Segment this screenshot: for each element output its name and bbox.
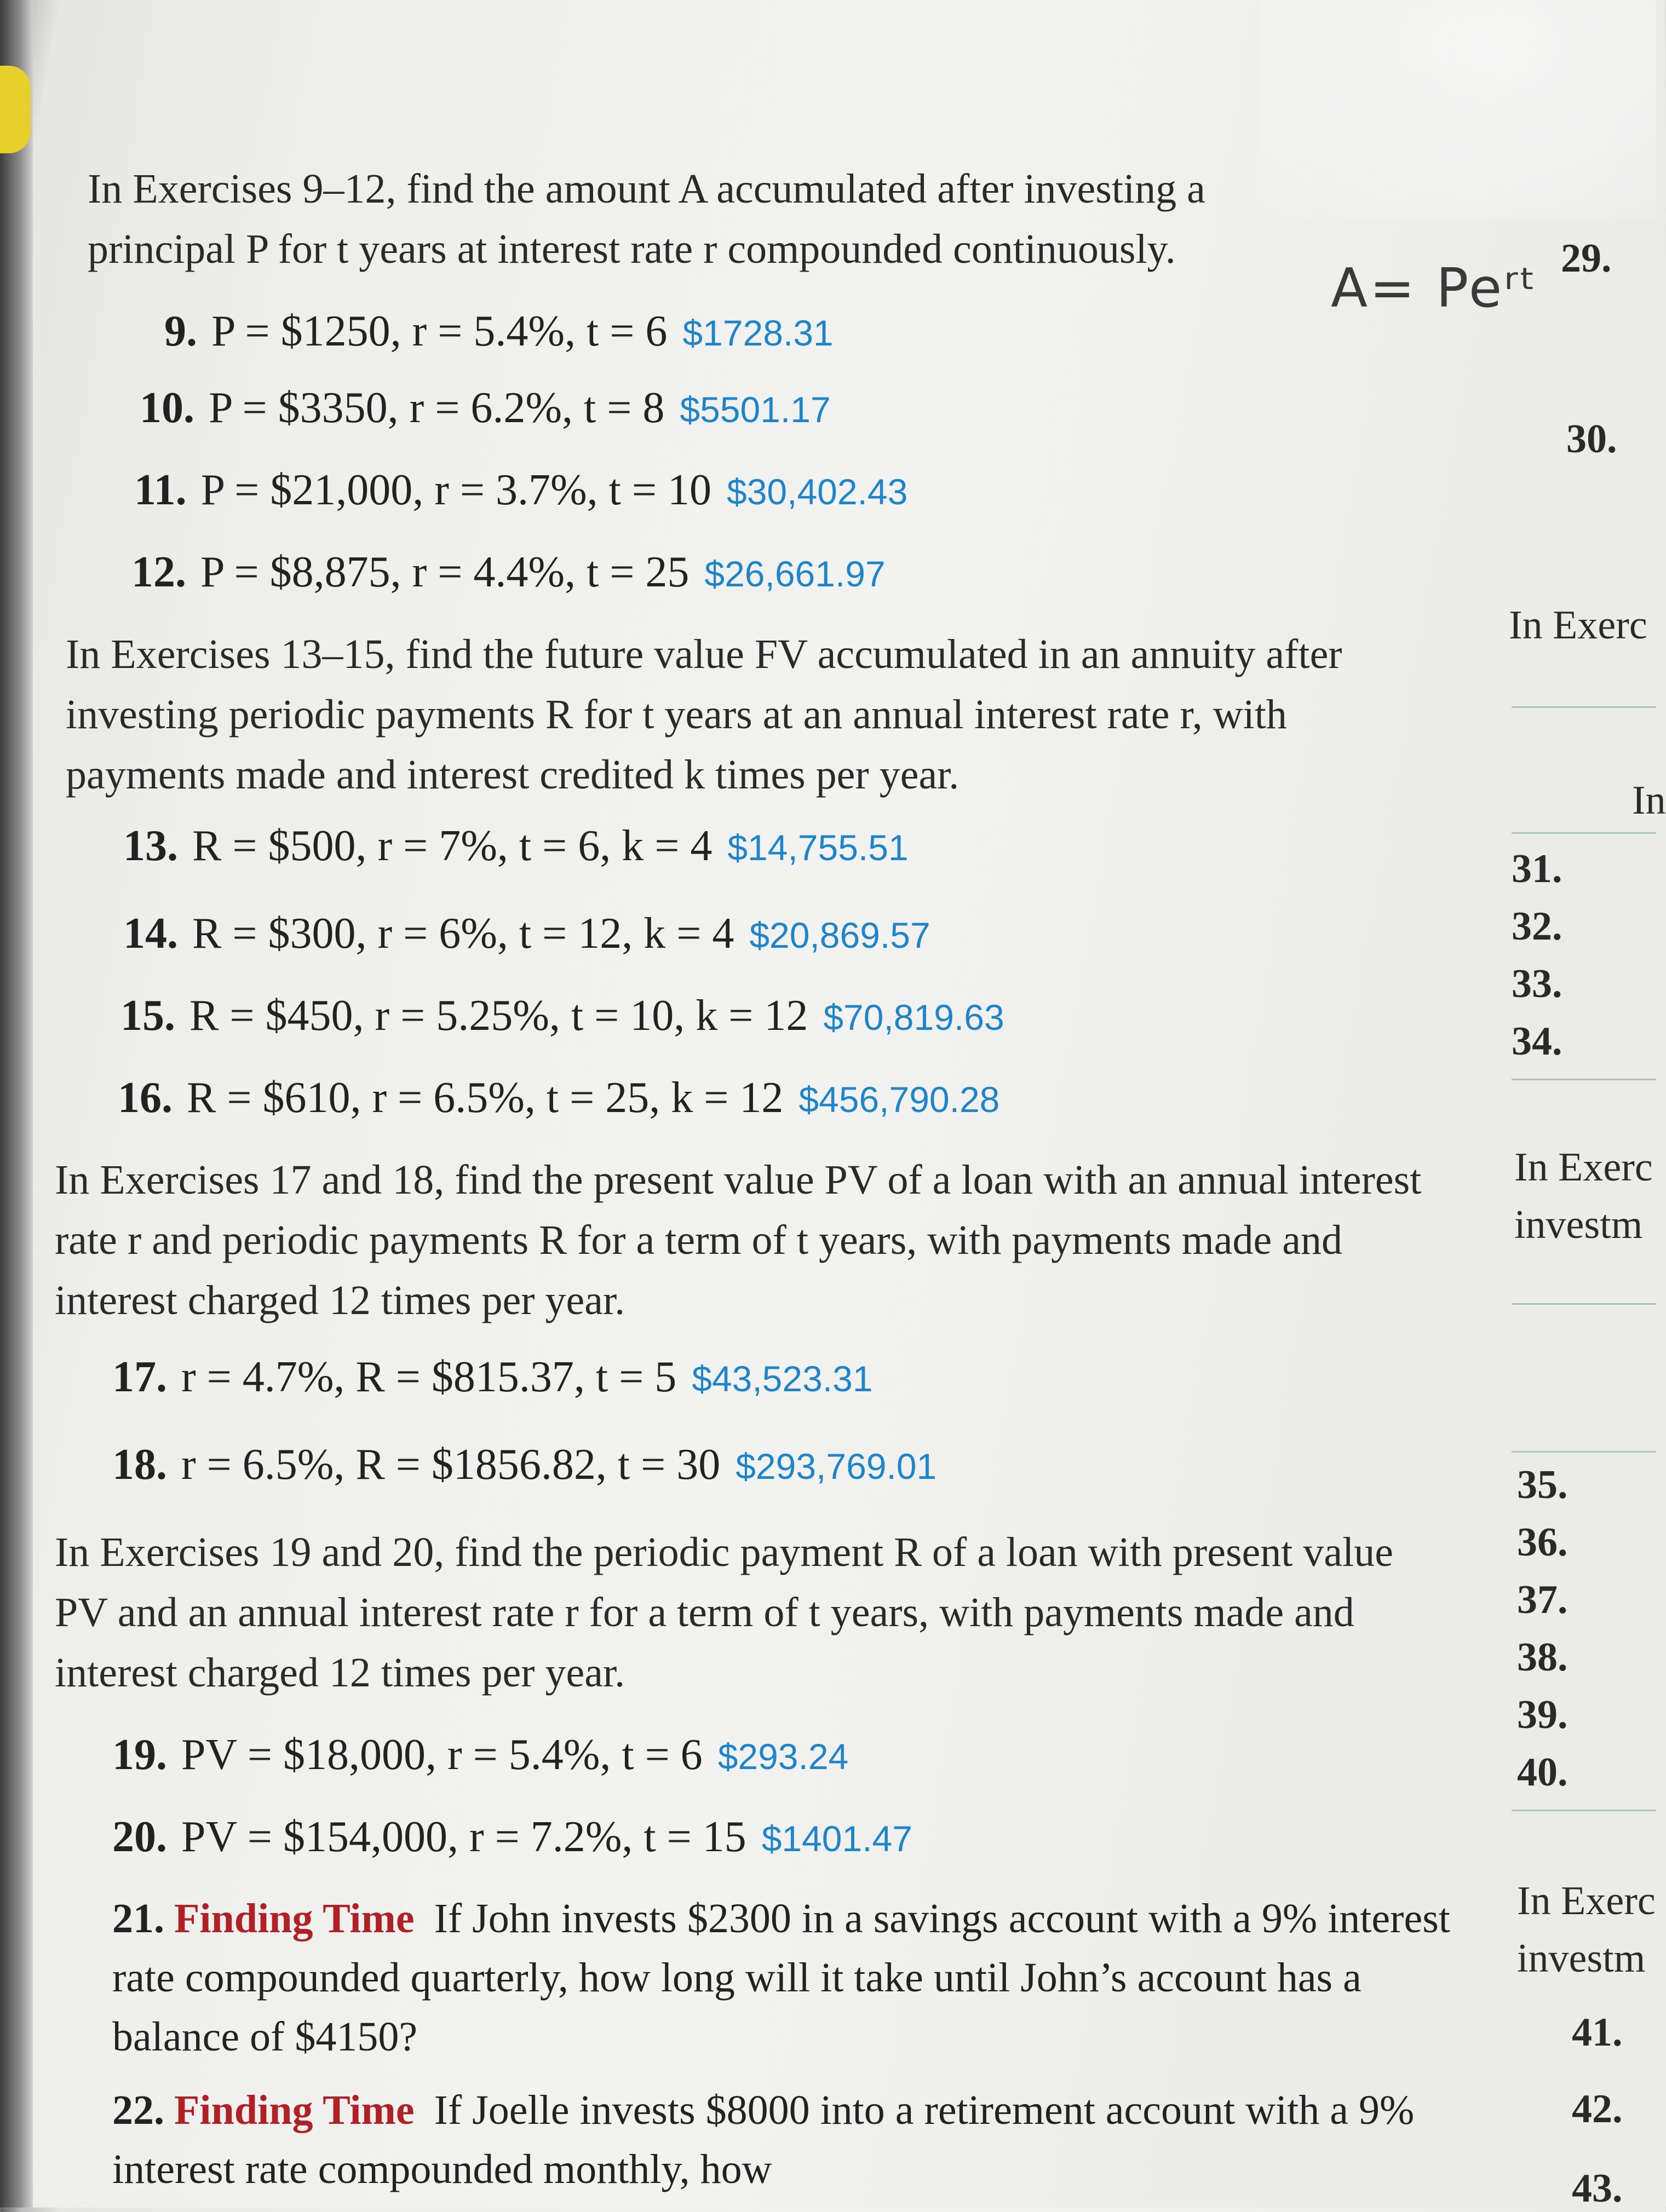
exercise-text: P = $8,875, r = 4.4%, t = 25 bbox=[200, 548, 690, 596]
side-exercise-35: 35. bbox=[1517, 1462, 1568, 1507]
exercise-12 bbox=[131, 548, 886, 597]
exercise-21 bbox=[112, 1889, 1460, 2066]
exercise-15 bbox=[120, 991, 1004, 1041]
handwritten-answer: $70,819.63 bbox=[823, 997, 1004, 1038]
exercise-19 bbox=[112, 1730, 848, 1780]
side-rule bbox=[1512, 1079, 1656, 1080]
exercise-text: PV = $154,000, r = 7.2%, t = 15 bbox=[181, 1813, 746, 1861]
exercise-number: 18. bbox=[112, 1441, 167, 1489]
handwritten-answer: $26,661.97 bbox=[704, 554, 886, 594]
side-exercise-31: 31. bbox=[1512, 846, 1562, 891]
side-exercise-36: 36. bbox=[1517, 1520, 1568, 1565]
side-exercise-39: 39. bbox=[1517, 1692, 1568, 1737]
side-exercise-42: 42. bbox=[1572, 2087, 1623, 2132]
exercise-number: 11. bbox=[134, 466, 187, 514]
side-rule bbox=[1512, 1451, 1656, 1453]
exercise-number: 16. bbox=[118, 1074, 173, 1122]
side-exercise-38: 38. bbox=[1517, 1635, 1568, 1680]
side-heading-3-line2: investm bbox=[1517, 1936, 1646, 1981]
exercise-number: 15. bbox=[120, 992, 175, 1040]
exercise-number: 9. bbox=[164, 307, 197, 355]
exercise-number: 14. bbox=[123, 909, 178, 958]
intro-exercises-13-15: In Exercises 13–15, find the future value FV accumulated in an annuity after investing periodic payments R for t years at an annual interest rate r, with payments made and interest credited k times per year. bbox=[66, 631, 1342, 798]
exercise-text: R = $610, r = 6.5%, t = 25, k = 12 bbox=[187, 1074, 784, 1122]
handwritten-formula: A= Peʳᵗ bbox=[1331, 257, 1538, 320]
intro-exercises-19-20: In Exercises 19 and 20, find the periodic payment R of a loan with present value PV and an annual interest rate r for a term of t years, with payments made and interest charged 12 times per year. bbox=[55, 1529, 1393, 1696]
exercise-number: 12. bbox=[131, 548, 186, 596]
exercise-text: P = $3350, r = 6.2%, t = 8 bbox=[209, 384, 665, 432]
side-exercise-33: 33. bbox=[1512, 961, 1562, 1006]
side-heading-2-line2: investm bbox=[1514, 1202, 1643, 1247]
exercise-16 bbox=[118, 1073, 999, 1123]
exercise-20 bbox=[112, 1812, 912, 1862]
exercise-text: R = $500, r = 7%, t = 6, k = 4 bbox=[192, 822, 713, 870]
handwritten-answer: $1401.47 bbox=[761, 1818, 912, 1859]
handwritten-answer: $30,402.43 bbox=[726, 471, 908, 512]
exercise-text: r = 4.7%, R = $815.37, t = 5 bbox=[181, 1353, 677, 1401]
side-heading-1: In Exerc bbox=[1509, 603, 1647, 648]
book-binding bbox=[0, 0, 33, 2208]
handwritten-answer: $293,769.01 bbox=[736, 1446, 937, 1487]
side-rule bbox=[1512, 1303, 1656, 1305]
exercise-text: R = $300, r = 6%, t = 12, k = 4 bbox=[192, 909, 734, 958]
handwritten-answer: $20,869.57 bbox=[749, 915, 930, 955]
handwritten-answer: $293.24 bbox=[717, 1736, 849, 1777]
exercise-text: r = 6.5%, R = $1856.82, t = 30 bbox=[181, 1441, 721, 1489]
exercise-text: R = $450, r = 5.25%, t = 10, k = 12 bbox=[189, 992, 808, 1040]
exercise-text: PV = $18,000, r = 5.4%, t = 6 bbox=[181, 1731, 703, 1779]
exercise-number: 10. bbox=[140, 384, 194, 432]
exercise-number: 22. bbox=[112, 2087, 164, 2133]
exercise-text: If John invests $2300 in a savings account with a 9% interest rate compounded quarterly, how long will it take until John’s account has a balance of $4150? bbox=[112, 1896, 1450, 2060]
exercise-number: 17. bbox=[112, 1353, 167, 1401]
handwritten-answer: $5501.17 bbox=[680, 389, 831, 430]
side-exercise-30: 30. bbox=[1566, 417, 1617, 462]
side-exercise-37: 37. bbox=[1517, 1577, 1568, 1622]
exercise-number: 19. bbox=[112, 1731, 167, 1779]
side-heading-partial: In bbox=[1632, 778, 1666, 823]
exercise-text: If Joelle invests $8000 into a retirement account with a 9% interest rate compounded monthly, how bbox=[112, 2087, 1415, 2192]
side-exercise-32: 32. bbox=[1512, 904, 1562, 949]
side-rule bbox=[1512, 706, 1656, 708]
exercise-text: P = $21,000, r = 3.7%, t = 10 bbox=[200, 466, 711, 514]
side-exercise-41: 41. bbox=[1572, 2010, 1623, 2055]
exercise-number: 20. bbox=[112, 1813, 167, 1861]
exercise-18 bbox=[112, 1440, 937, 1490]
handwritten-answer: $1728.31 bbox=[682, 313, 834, 353]
exercise-number: 13. bbox=[123, 822, 178, 870]
exercise-title: Finding Time bbox=[174, 2087, 415, 2133]
exercise-14 bbox=[123, 909, 930, 959]
intro-exercises-9-12: In Exercises 9–12, find the amount A accumulated after investing a principal P for t years at interest rate r compounded continuously. bbox=[88, 166, 1205, 272]
side-rule bbox=[1512, 832, 1656, 834]
side-exercise-43: 43. bbox=[1572, 2166, 1623, 2211]
exercise-9 bbox=[164, 307, 834, 356]
side-exercise-34: 34. bbox=[1512, 1019, 1562, 1064]
intro-exercises-17-18: In Exercises 17 and 18, find the present value PV of a loan with an annual interest rate r and periodic payments R for a term of t years, with payments made and interest charged 12 times per year. bbox=[55, 1157, 1422, 1323]
side-heading-3: In Exerc bbox=[1517, 1879, 1656, 1923]
exercise-13 bbox=[123, 821, 909, 871]
handwritten-answer: $43,523.31 bbox=[692, 1358, 873, 1399]
exercise-11 bbox=[134, 465, 907, 515]
exercise-17 bbox=[112, 1352, 873, 1402]
page-tab-marker bbox=[0, 66, 31, 153]
exercise-text: P = $1250, r = 5.4%, t = 6 bbox=[211, 307, 668, 355]
handwritten-answer: $14,755.51 bbox=[727, 827, 909, 868]
exercise-22 bbox=[112, 2081, 1460, 2199]
side-heading-2: In Exerc bbox=[1514, 1145, 1653, 1190]
exercise-10 bbox=[140, 383, 831, 433]
exercise-number: 21. bbox=[112, 1896, 164, 1942]
exercise-title: Finding Time bbox=[174, 1896, 415, 1942]
side-exercise-40: 40. bbox=[1517, 1750, 1568, 1795]
handwritten-answer: $456,790.28 bbox=[798, 1079, 1000, 1120]
side-rule bbox=[1512, 1810, 1656, 1811]
side-exercise-29: 29. bbox=[1561, 236, 1612, 281]
